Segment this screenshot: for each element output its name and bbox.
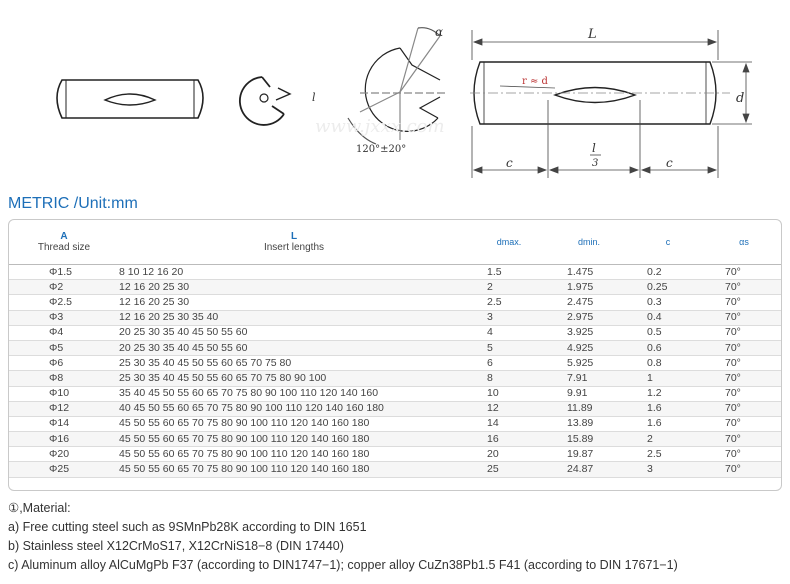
cell-insert-lengths: 8 10 12 16 20 [119,265,469,280]
watermark-text: www.jxxx.com [315,116,445,137]
cell-dmax: 6 [469,356,549,371]
cell-thread-size: Φ6 [9,356,119,371]
section-title: METRIC /Unit:mm [8,195,138,212]
spec-table [9,220,781,478]
cell-c: 1.6 [629,416,707,431]
cell-c: 2 [629,432,707,447]
header-l-code: L [290,231,298,242]
table-row [9,447,781,462]
cell-insert-lengths: 12 16 20 25 30 [119,295,469,310]
header-a-sub: Thread size [37,242,91,253]
table-row [9,462,781,477]
label-r-approx: r ≈ d [522,76,548,87]
cell-thread-size: Φ10 [9,386,119,401]
cell-thread-size: Φ12 [9,401,119,416]
cell-dmin: 2.475 [549,295,629,310]
cell-dmin: 19.87 [549,447,629,462]
cell-c: 0.6 [629,340,707,355]
table-row [9,310,781,325]
cell-alpha: 70° [707,265,781,280]
cell-thread-size: Φ14 [9,416,119,431]
table-row [9,386,781,401]
cell-insert-lengths: 20 25 30 35 40 45 50 55 60 [119,340,469,355]
cell-thread-size: Φ2 [9,280,119,295]
cell-dmin: 13.89 [549,416,629,431]
cell-dmax: 8 [469,371,549,386]
label-l-left: l [312,91,316,104]
header-a-code: A [60,231,68,242]
cell-thread-size: Φ25 [9,462,119,477]
cell-insert-lengths: 25 30 35 40 45 50 55 60 65 70 75 80 [119,356,469,371]
cell-alpha: 70° [707,432,781,447]
pin-long-view [470,62,730,124]
cell-insert-lengths: 20 25 30 35 40 45 50 55 60 [119,325,469,340]
pin-side-view [57,80,203,118]
cell-c: 1 [629,371,707,386]
cell-alpha: 70° [707,386,781,401]
cell-thread-size: Φ1.5 [9,265,119,280]
header-insert-lengths [119,220,469,265]
cell-alpha: 70° [707,416,781,431]
technical-drawing [0,0,790,190]
cell-dmax: 16 [469,432,549,447]
cell-thread-size: Φ2.5 [9,295,119,310]
cell-c: 1.6 [629,401,707,416]
table-row [9,416,781,431]
table-row [9,280,781,295]
cell-dmax: 10 [469,386,549,401]
cell-dmin: 1.475 [549,265,629,280]
cell-c: 2.5 [629,447,707,462]
cell-insert-lengths: 35 40 45 50 55 60 65 70 75 80 90 100 110 120 140 160 [119,386,469,401]
header-thread-size [9,220,119,265]
cell-c: 0.8 [629,356,707,371]
cell-dmin: 4.925 [549,340,629,355]
pin-end-view [240,77,290,125]
label-angle: 120°±20° [356,144,407,155]
table-row [9,265,781,280]
cell-insert-lengths: 12 16 20 25 30 35 40 [119,310,469,325]
table-row [9,325,781,340]
header-dmax: dmax. [469,220,549,265]
cell-c: 0.3 [629,295,707,310]
cell-thread-size: Φ3 [9,310,119,325]
cell-dmin: 3.925 [549,325,629,340]
table-row [9,295,781,310]
label-c-left: c [506,156,513,170]
cell-alpha: 70° [707,401,781,416]
cell-c: 3 [629,462,707,477]
cell-c: 0.25 [629,280,707,295]
cell-dmax: 14 [469,416,549,431]
cell-dmin: 5.925 [549,356,629,371]
cell-thread-size: Φ5 [9,340,119,355]
cell-alpha: 70° [707,325,781,340]
cell-dmax: 2 [469,280,549,295]
cell-alpha: 70° [707,340,781,355]
cell-dmax: 25 [469,462,549,477]
cell-dmax: 1.5 [469,265,549,280]
table-body [9,265,781,478]
cell-dmax: 20 [469,447,549,462]
cell-dmax: 12 [469,401,549,416]
cell-alpha: 70° [707,280,781,295]
label-three: 3 [592,158,599,169]
table-row [9,432,781,447]
table-row [9,340,781,355]
cell-insert-lengths: 45 50 55 60 65 70 75 80 90 100 110 120 140 160 180 [119,462,469,477]
cell-dmin: 15.89 [549,432,629,447]
label-c-right: c [666,156,673,170]
label-l-third: l [592,141,596,155]
cell-insert-lengths: 12 16 20 25 30 [119,280,469,295]
cell-thread-size: Φ20 [9,447,119,462]
cell-dmax: 5 [469,340,549,355]
cell-insert-lengths: 40 45 50 55 60 65 70 75 80 90 100 110 120 140 160 180 [119,401,469,416]
cell-thread-size: Φ4 [9,325,119,340]
cell-thread-size: Φ8 [9,371,119,386]
cell-alpha: 70° [707,371,781,386]
table-row [9,356,781,371]
cell-alpha: 70° [707,356,781,371]
cell-alpha: 70° [707,295,781,310]
cell-dmin: 7.91 [549,371,629,386]
cell-dmin: 2.975 [549,310,629,325]
cell-dmax: 2.5 [469,295,549,310]
cell-thread-size: Φ16 [9,432,119,447]
cell-c: 0.5 [629,325,707,340]
cell-insert-lengths: 25 30 35 40 45 50 55 60 65 70 75 80 90 100 [119,371,469,386]
cell-dmin: 11.89 [549,401,629,416]
note-a: a) Free cutting steel such as 9SMnPb28K according to DIN 1651 [8,520,367,534]
table-row [9,371,781,386]
header-c: c [629,220,707,265]
material-notes [8,499,678,575]
table-header-row [9,220,781,265]
note-b: b) Stainless steel X12CrMoS17, X12CrNiS18−8 (DIN 17440) [8,539,344,553]
cell-dmin: 24.87 [549,462,629,477]
spec-table-container [8,219,782,491]
cell-alpha: 70° [707,310,781,325]
cell-alpha: 70° [707,447,781,462]
cell-dmin: 9.91 [549,386,629,401]
cell-dmax: 4 [469,325,549,340]
cell-insert-lengths: 45 50 55 60 65 70 75 80 90 100 110 120 140 160 180 [119,447,469,462]
header-alpha: αs [707,220,781,265]
cell-c: 0.2 [629,265,707,280]
cell-c: 1.2 [629,386,707,401]
cell-insert-lengths: 45 50 55 60 65 70 75 80 90 100 110 120 140 160 180 [119,432,469,447]
header-l-sub: Insert lengths [263,242,325,253]
cell-dmin: 1.975 [549,280,629,295]
label-alpha: α [435,25,444,39]
header-dmin: dmin. [549,220,629,265]
cell-dmax: 3 [469,310,549,325]
label-L: L [588,27,597,42]
label-d: d [736,91,745,106]
cell-alpha: 70° [707,462,781,477]
table-row [9,401,781,416]
notes-heading: ①,Material: [8,501,71,515]
cell-insert-lengths: 45 50 55 60 65 70 75 80 90 100 110 120 140 160 180 [119,416,469,431]
note-c: c) Aluminum alloy AlCuMgPb F37 (according to DIN1747−1); copper alloy CuZn38Pb1.5 F41 (according to DIN 17671−1) [8,558,678,572]
cell-c: 0.4 [629,310,707,325]
